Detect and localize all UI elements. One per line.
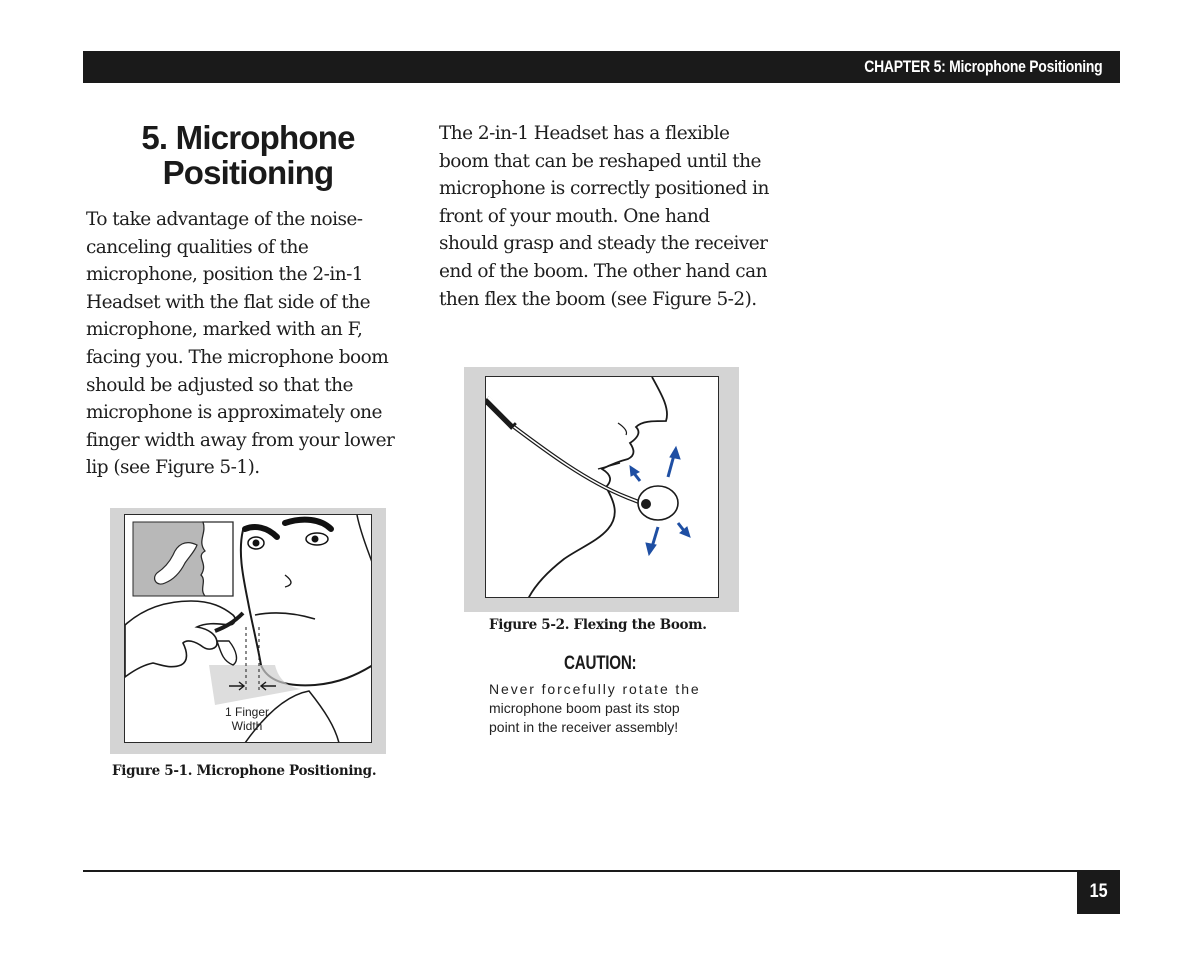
lip-line — [598, 463, 620, 469]
intro-paragraph: To take advantage of the noise-canceling qualities of the microphone, position the 2-in-1 Headset with the flat side of the microphone, marked with an F, facing you. The microphone boom should be adjusted so that the microphone is approximately one finger width away from your lower lip (see Figure 5-1). — [86, 209, 395, 479]
figure-5-2-frame — [485, 376, 719, 598]
eyebrow-right — [285, 520, 331, 529]
finger-width-line2: Width — [231, 719, 263, 733]
pupil-right — [312, 536, 319, 543]
inset-lips — [201, 522, 233, 596]
pupil-left — [253, 540, 260, 547]
figure-5-1 — [110, 508, 386, 754]
face-outline — [241, 530, 372, 685]
arrow-up-icon — [670, 447, 680, 459]
caution-text — [489, 680, 729, 737]
eyebrow-left — [245, 527, 277, 537]
nose — [285, 575, 291, 587]
figure-5-2 — [464, 367, 739, 612]
caution-line-1: Never forcefully rotate the — [489, 681, 701, 697]
boom-paragraph: The 2-in-1 Headset has a flexible boom that can be reshaped until the microphone is correctly positioned in front of your mouth. One hand should grasp and steady the receiver end of the boom. The other hand can then flex the boom (see Figure 5-2). — [439, 123, 769, 310]
page-number: 15 — [1089, 881, 1108, 902]
caution-line-3: point in the receiver assembly! — [489, 719, 679, 735]
flex-boom-highlight — [514, 427, 646, 505]
page-number-box — [1077, 870, 1120, 914]
mouth — [255, 613, 315, 619]
arrow-down-icon — [646, 543, 656, 555]
arrow-up-shaft — [668, 455, 674, 477]
arrow-up-left-icon — [630, 466, 639, 476]
figure-5-2-caption: Figure 5-2. Flexing the Boom. — [489, 617, 707, 633]
chapter-title: CHAPTER 5: Microphone Positioning — [863, 57, 1102, 76]
finger-width-label — [217, 705, 277, 733]
figure-5-1-caption: Figure 5-1. Microphone Positioning. — [112, 763, 377, 779]
chapter-header-bar — [83, 51, 1120, 83]
caution-line-2: microphone boom past its stop — [489, 700, 680, 716]
cheek-line — [357, 515, 372, 565]
flex-boom — [514, 427, 646, 505]
nostril — [618, 423, 627, 435]
finger-width-line1: 1 Finger — [224, 705, 270, 719]
mic-head — [217, 641, 236, 665]
face-profile — [528, 377, 667, 598]
caution-title: CAUTION: — [564, 653, 637, 674]
section-title — [86, 120, 410, 190]
footer-rule — [83, 870, 1120, 872]
figure-5-1-frame — [124, 514, 372, 743]
section-title-line1: 5. Microphone — [141, 119, 355, 156]
boom-flex-illustration — [486, 377, 719, 598]
section-title-line2: Positioning — [162, 154, 334, 191]
microphone-pivot — [641, 499, 651, 509]
receiver-end — [486, 399, 514, 427]
